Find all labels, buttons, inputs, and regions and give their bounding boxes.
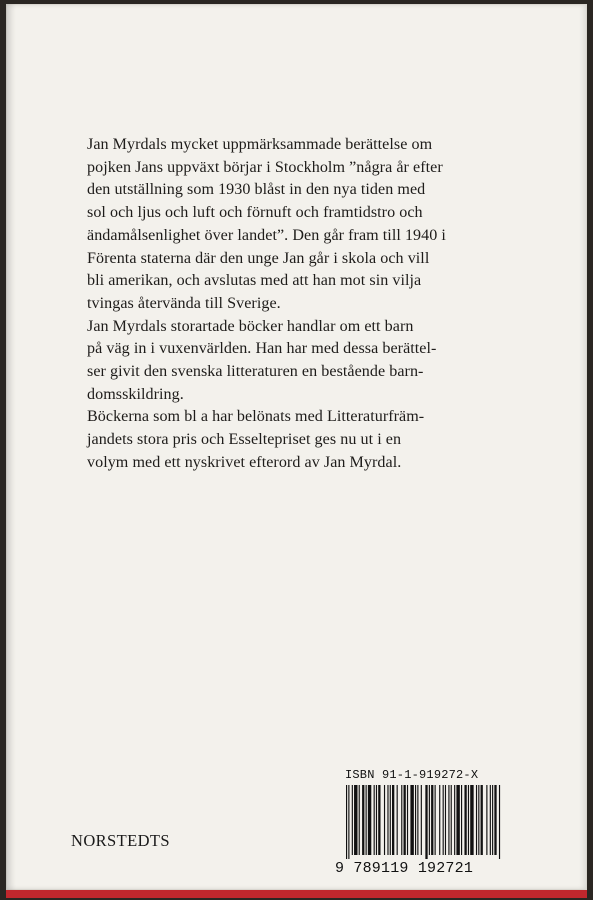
blurb-line: Jan Myrdals mycket uppmärksammade berättelse om [87,136,433,153]
blurb-line: på väg in i vuxenvärlden. Han har med dessa berättel- [87,340,437,358]
barcode-bar [429,785,430,855]
barcode-bar [368,785,371,855]
blurb-line: den utställning som 1930 blåst in den nya tiden med [87,181,426,199]
barcode-bar [397,785,398,855]
barcode-bar [374,785,375,855]
isbn-label: ISBN 91-1-919272-X [345,768,479,782]
blurb-paragraph-1 [87,134,507,316]
blurb-paragraph-3 [87,406,507,474]
barcode-bar [431,785,433,855]
barcode-bar [354,785,357,855]
barcode-bar [435,785,436,855]
barcode-bar [352,785,353,855]
barcode-bar [499,785,500,859]
barcode-bar [401,785,402,855]
blurb-line: Förenta staterna där den unge Jan går i skola och vill [87,249,430,267]
barcode-bar [392,785,394,855]
blurb-line: sol och ljus och luft och förnuft och framtidstro och [87,204,423,222]
blurb-line: bli amerikan, och avslutas med att han mot sin vilja [87,272,422,290]
barcode-bar [387,785,388,855]
blurb-line: pojken Jans uppväxt börjar i Stockholm ”några år efter [87,158,443,176]
barcode-bar [443,785,444,855]
spine-shadow [6,4,16,890]
blurb-line: tvingas återvända till Sverige. [87,294,281,312]
barcode-bar [461,785,462,855]
barcode-bar [407,785,408,855]
blurb-paragraph-2 [87,316,507,407]
blurb-line: domsskildring. [87,385,184,403]
barcode-bar [478,785,479,855]
barcode-bar [390,785,391,855]
barcode-bar [346,785,347,859]
barcode-bar [421,785,422,855]
barcode-bar [490,785,491,855]
barcode-bar [470,785,473,855]
barcode-bar [404,785,406,855]
barcode-bar [415,785,416,855]
blurb-line: Jan Myrdals storartade böcker handlar om ett barn [87,317,414,335]
blurb-line: volym med ett nyskrivet efterord av Jan Myrdal. [87,453,402,471]
red-cover-edge [6,890,587,898]
blurb-line: ändamålsenlighet över landet”. Den går fram till 1940 i [87,226,446,244]
barcode-bar [376,785,377,855]
barcode-bar [494,785,496,855]
publisher-logo: NORSTEDTS [71,831,170,850]
ean-digits: 9 789119 192721 [335,860,474,877]
barcode-bar [359,785,360,855]
barcode-bar [439,785,440,855]
barcode-bar [384,785,385,855]
barcode-bar [486,785,487,855]
barcode-bar [492,785,493,855]
barcode-bar [481,785,483,855]
barcode-bar [448,785,449,855]
barcode-bar [348,785,349,859]
barcode-bar [378,785,380,855]
barcode-bar [362,785,364,855]
barcode-bar [468,785,469,855]
blurb-line: jandets stora pris och Esseltepriset ges nu ut i en [87,431,402,449]
barcode-bar [425,785,427,859]
blurb-line: ser givit den svenska litteraturen en bestående barn- [87,363,424,381]
barcode-bar [464,785,466,855]
blurb-text [87,134,507,475]
barcode-bar [451,785,452,855]
blurb-line: Böckerna som bl a har belönats med Litteraturfräm- [87,408,425,426]
barcode-bar [366,785,367,855]
barcode-bar [445,785,446,855]
barcode-bar [410,785,413,855]
barcode-bar [456,785,459,855]
barcode-bar [417,785,418,855]
barcode-bar [454,785,455,855]
barcode [346,785,502,859]
barcode-bar [476,785,477,855]
